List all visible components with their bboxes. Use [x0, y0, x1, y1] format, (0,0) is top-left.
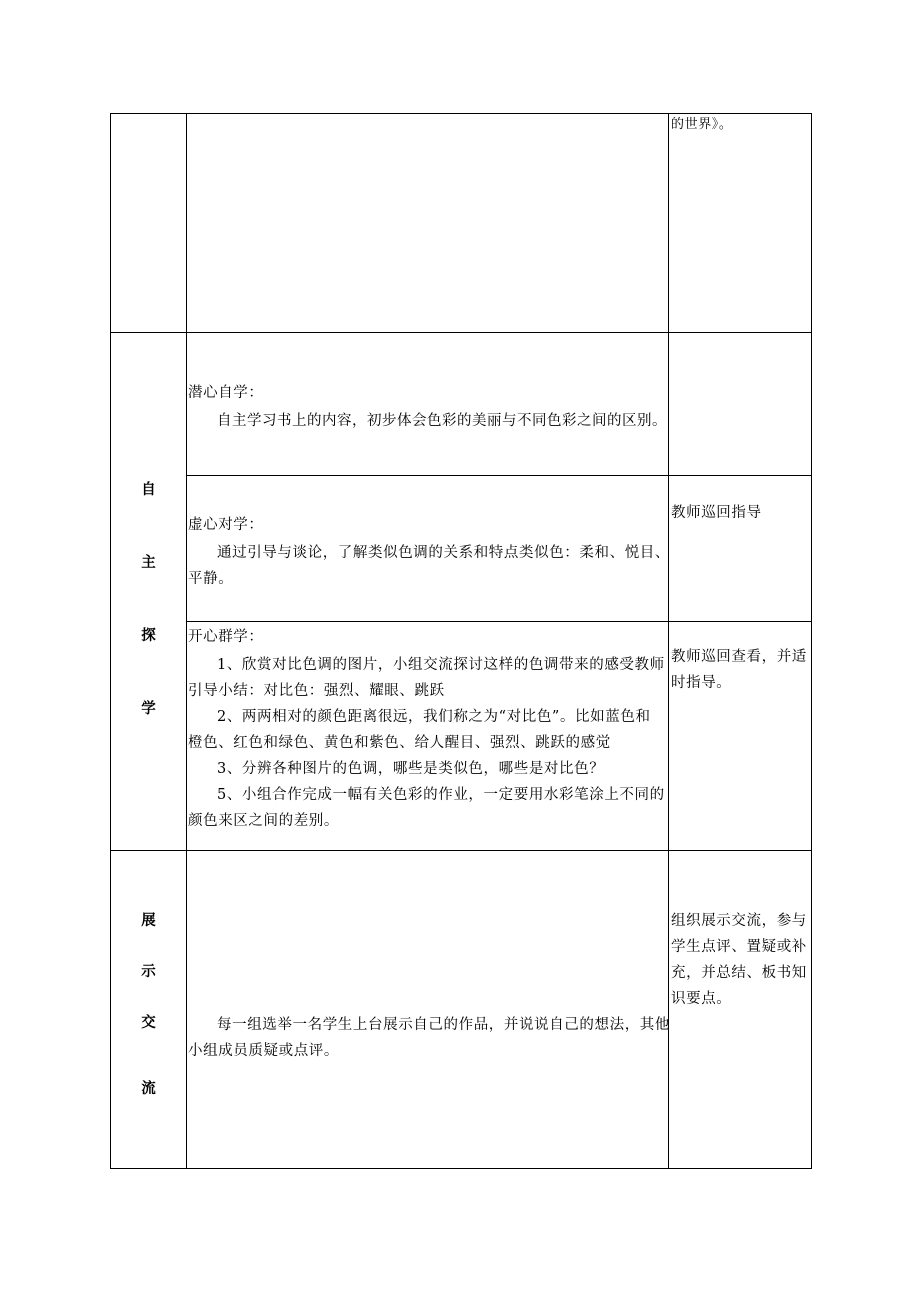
column-divider-2: [668, 113, 669, 1169]
row-divider-2: [187, 475, 812, 476]
humble-study-note: 教师巡回指导: [671, 505, 762, 521]
display-note: 学生点评、置疑或补: [671, 939, 807, 955]
quiet-study-heading: 潜心自学：: [188, 385, 264, 401]
happy-study-line: 引导小结：对比色：强烈、耀眼、跳跃: [188, 683, 445, 699]
row0-note: 的世界》。: [671, 117, 733, 132]
side-char: 学: [141, 701, 156, 717]
side-char: 自: [141, 482, 156, 498]
side-char: 展: [141, 913, 156, 929]
happy-study-line: 2、两两相对的颜色距离很远，我们称之为“对比色”。比如蓝色和: [217, 709, 651, 725]
display-note: 充，并总结、板书知: [671, 965, 807, 981]
side-char: 示: [141, 964, 156, 980]
happy-study-line: 3、分辨各种图片的色调，哪些是类似色，哪些是对比色？: [217, 761, 605, 777]
happy-study-note: 时指导。: [671, 675, 732, 691]
table-border-right: [811, 113, 812, 1169]
happy-study-line: 5、小组合作完成一幅有关色彩的作业，一定要用水彩笔涂上不同的: [217, 787, 665, 803]
humble-study-line: 平静。: [188, 571, 234, 587]
side-char: 流: [141, 1081, 156, 1097]
display-note: 识要点。: [671, 991, 732, 1007]
row-divider-3: [187, 621, 812, 622]
happy-study-line: 1、欣赏对比色调的图片，小组交流探讨这样的色调带来的感受教师: [217, 657, 665, 673]
happy-study-line: 颜色来区之间的差别。: [188, 813, 339, 829]
display-line: 每一组选举一名学生上台展示自己的作品，并说说自己的想法，其他: [217, 1017, 670, 1033]
display-line: 小组成员质疑或点评。: [188, 1043, 339, 1059]
row-divider-1: [110, 332, 812, 333]
happy-study-line: 橙色、红色和绿色、黄色和紫色、给人醒目、强烈、跳跃的感觉: [188, 735, 611, 751]
happy-study-heading: 开心群学：: [188, 629, 264, 645]
side-char: 探: [141, 628, 156, 644]
row-divider-4: [110, 850, 812, 851]
display-note: 组织展示交流，参与: [671, 913, 807, 929]
happy-study-note: 教师巡回查看，并适: [671, 649, 807, 665]
table-border-bottom: [110, 1168, 812, 1169]
side-char: 交: [141, 1015, 156, 1031]
humble-study-heading: 虚心对学：: [188, 517, 264, 533]
side-char: 主: [141, 555, 156, 571]
quiet-study-text: 自主学习书上的内容，初步体会色彩的美丽与不同色彩之间的区别。: [217, 413, 667, 429]
humble-study-line: 通过引导与谈论，了解类似色调的关系和特点类似色：柔和、悦目、: [217, 545, 670, 561]
